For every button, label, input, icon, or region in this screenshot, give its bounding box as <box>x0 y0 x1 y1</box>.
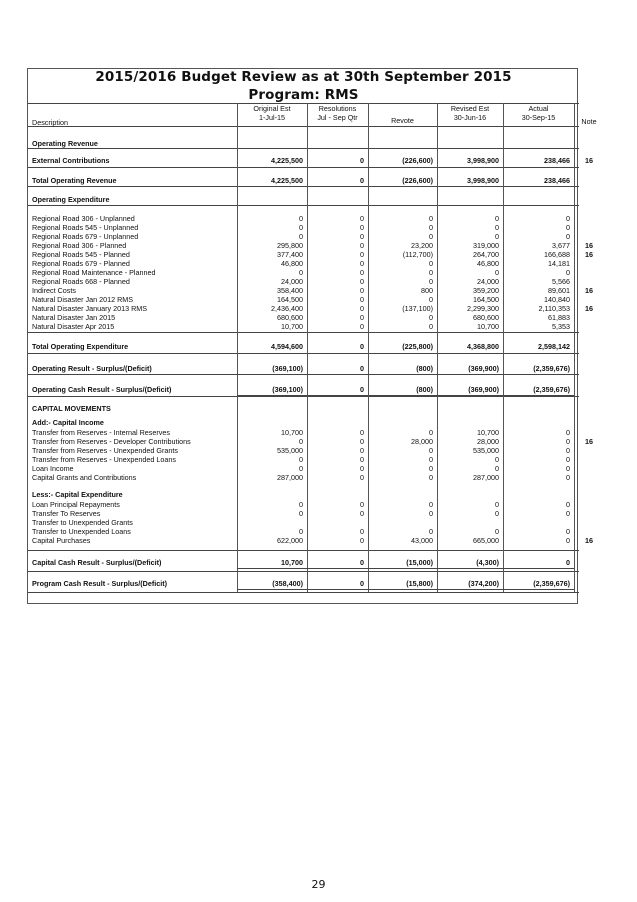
row-note: 16 <box>585 286 593 295</box>
row-value: 10,700 <box>281 558 303 567</box>
row-value: 23,200 <box>411 241 433 250</box>
row-value: 0 <box>360 428 364 437</box>
row-label: Transfer from Reserves - Unexpended Grants <box>32 446 178 455</box>
row-value: 0 <box>299 223 303 232</box>
row-value: 0 <box>495 509 499 518</box>
row-label: Program Cash Result - Surplus/(Deficit) <box>32 579 167 588</box>
row-value: 0 <box>299 455 303 464</box>
row-label: Transfer from Reserves - Unexpended Loans <box>32 455 176 464</box>
header-revised-date: 30-Jun-16 <box>453 113 487 122</box>
row-value: 238,466 <box>544 176 570 185</box>
row-label: Add:- Capital Income <box>32 418 104 427</box>
row-value: 10,700 <box>477 322 499 331</box>
row-value: 0 <box>566 232 570 241</box>
header-revote: Revote <box>391 116 414 125</box>
row-note: 16 <box>585 241 593 250</box>
header-note: Note <box>581 117 597 126</box>
row-value: 5,566 <box>552 277 570 286</box>
row-label: Regional Road Maintenance - Planned <box>32 268 156 277</box>
row-label: Total Operating Expenditure <box>32 342 129 351</box>
underline <box>237 395 574 396</box>
row-label: Total Operating Revenue <box>32 176 117 185</box>
row-label: Natural Disaster Jan 2012 RMS <box>32 295 134 304</box>
row-value: 0 <box>495 268 499 277</box>
row-value: 0 <box>566 536 570 545</box>
row-value: 0 <box>360 446 364 455</box>
row-value: (2,359,676) <box>533 364 570 373</box>
row-value: 0 <box>360 455 364 464</box>
header-revised-est: Revised Est <box>450 104 490 113</box>
row-value: 166,688 <box>544 250 570 259</box>
row-value: 164,500 <box>473 295 499 304</box>
row-value: 164,500 <box>277 295 303 304</box>
section-rule <box>28 550 579 551</box>
row-value: (369,100) <box>272 385 303 394</box>
row-value: 0 <box>429 473 433 482</box>
row-value: 0 <box>360 322 364 331</box>
row-value: 2,436,400 <box>271 304 303 313</box>
row-value: 0 <box>566 223 570 232</box>
row-value: 0 <box>360 214 364 223</box>
row-value: 0 <box>360 509 364 518</box>
row-value: 0 <box>495 455 499 464</box>
row-value: 0 <box>566 558 570 567</box>
row-value: (226,600) <box>402 176 433 185</box>
row-value: 5,353 <box>552 322 570 331</box>
row-label: Capital Grants and Contributions <box>32 473 137 482</box>
row-value: 0 <box>360 277 364 286</box>
row-value: 2,299,300 <box>467 304 499 313</box>
row-value: 0 <box>566 455 570 464</box>
row-value: 0 <box>566 509 570 518</box>
row-value: 800 <box>421 286 433 295</box>
row-value: 4,225,500 <box>271 156 303 165</box>
row-value: (225,800) <box>402 342 433 351</box>
row-value: 377,400 <box>277 250 303 259</box>
row-value: 0 <box>360 558 364 567</box>
row-label: Transfer To Reserves <box>32 509 101 518</box>
row-label: Transfer to Unexpended Loans <box>32 527 131 536</box>
column-divider <box>574 396 575 592</box>
row-label: Less:- Capital Expenditure <box>32 490 123 499</box>
row-value: 535,000 <box>277 446 303 455</box>
row-value: 0 <box>299 268 303 277</box>
budget-table <box>27 68 597 604</box>
row-value: 2,110,353 <box>538 304 570 313</box>
row-value: 264,700 <box>473 250 499 259</box>
row-value: 0 <box>429 446 433 455</box>
row-value: 680,600 <box>277 313 303 322</box>
row-label: Regional Road 306 - Planned <box>32 241 127 250</box>
row-label: Capital Cash Result - Surplus/(Deficit) <box>32 558 162 567</box>
row-label: Transfer from Reserves - Developer Contributions <box>32 437 191 446</box>
row-value: 622,000 <box>277 536 303 545</box>
row-value: 0 <box>566 446 570 455</box>
row-value: 0 <box>429 259 433 268</box>
row-value: (369,100) <box>272 364 303 373</box>
row-value: 61,883 <box>548 313 570 322</box>
row-label: Operating Expenditure <box>32 195 110 204</box>
row-value: (226,600) <box>402 156 433 165</box>
row-label: Loan Income <box>32 464 74 473</box>
row-value: 4,225,500 <box>271 176 303 185</box>
row-value: 0 <box>495 500 499 509</box>
row-value: 46,800 <box>281 259 303 268</box>
row-value: 0 <box>429 500 433 509</box>
column-divider <box>574 126 575 396</box>
row-value: 0 <box>495 464 499 473</box>
row-value: 0 <box>429 428 433 437</box>
row-value: 0 <box>566 527 570 536</box>
row-value: 0 <box>360 527 364 536</box>
row-value: 0 <box>299 527 303 536</box>
row-value: 0 <box>566 428 570 437</box>
section-rule <box>28 148 579 149</box>
row-value: 10,700 <box>281 322 303 331</box>
row-label: Regional Roads 545 - Planned <box>32 250 130 259</box>
section-rule <box>28 592 579 593</box>
row-value: (2,359,676) <box>533 385 570 394</box>
row-note: 16 <box>585 437 593 446</box>
row-value: 0 <box>360 250 364 259</box>
row-label: Natural Disaster January 2013 RMS <box>32 304 148 313</box>
header-actual-date: 30-Sep-15 <box>521 113 556 122</box>
row-value: 0 <box>299 232 303 241</box>
row-label: Transfer from Reserves - Internal Reserves <box>32 428 170 437</box>
underline <box>237 589 574 590</box>
row-value: 358,400 <box>277 286 303 295</box>
row-value: 0 <box>360 176 364 185</box>
program-title: Program: RMS <box>248 87 359 103</box>
row-value: 0 <box>429 322 433 331</box>
underline <box>237 374 574 375</box>
row-value: 287,000 <box>473 473 499 482</box>
section-rule <box>28 167 579 168</box>
row-value: 0 <box>360 313 364 322</box>
row-value: 0 <box>360 500 364 509</box>
row-value: 0 <box>299 500 303 509</box>
row-label: Operating Revenue <box>32 139 98 148</box>
row-value: 0 <box>429 313 433 322</box>
row-value: 0 <box>360 364 364 373</box>
row-value: 0 <box>360 295 364 304</box>
row-value: (374,200) <box>468 579 499 588</box>
row-value: 0 <box>360 223 364 232</box>
row-value: 2,598,142 <box>538 342 570 351</box>
row-value: 0 <box>429 277 433 286</box>
row-value: 0 <box>429 295 433 304</box>
row-value: 0 <box>360 473 364 482</box>
row-value: 0 <box>495 527 499 536</box>
row-label: Regional Road 306 - Unplanned <box>32 214 135 223</box>
row-value: 43,000 <box>411 536 433 545</box>
row-value: 0 <box>566 473 570 482</box>
row-value: 0 <box>360 464 364 473</box>
row-value: 0 <box>429 214 433 223</box>
row-value: 14,181 <box>548 259 570 268</box>
row-label: Regional Roads 679 - Unplanned <box>32 232 139 241</box>
row-value: 3,998,900 <box>467 156 499 165</box>
row-value: 0 <box>360 385 364 394</box>
row-note: 16 <box>585 156 593 165</box>
section-rule <box>28 396 579 397</box>
row-value: 238,466 <box>544 156 570 165</box>
row-value: 0 <box>360 241 364 250</box>
row-value: 0 <box>360 342 364 351</box>
row-value: 287,000 <box>277 473 303 482</box>
row-value: 0 <box>566 214 570 223</box>
row-value: 28,000 <box>411 437 433 446</box>
row-value: (358,400) <box>272 579 303 588</box>
report-title: 2015/2016 Budget Review as at 30th September 2015 <box>95 69 512 85</box>
row-value: 0 <box>360 304 364 313</box>
row-value: 0 <box>429 268 433 277</box>
row-value: 535,000 <box>473 446 499 455</box>
row-value: 0 <box>360 268 364 277</box>
header-actual: Actual <box>528 104 549 113</box>
underline <box>237 568 574 569</box>
row-value: 3,998,900 <box>467 176 499 185</box>
row-value: 0 <box>429 223 433 232</box>
row-value: (2,359,676) <box>533 579 570 588</box>
section-rule <box>28 571 579 572</box>
row-label: Regional Roads 668 - Planned <box>32 277 130 286</box>
row-value: 24,000 <box>477 277 499 286</box>
row-value: 0 <box>429 509 433 518</box>
header-original-date: 1-Jul-15 <box>259 113 285 122</box>
row-value: 319,000 <box>473 241 499 250</box>
row-value: 10,700 <box>281 428 303 437</box>
row-value: 4,594,600 <box>271 342 303 351</box>
row-value: 0 <box>429 527 433 536</box>
row-value: (112,700) <box>402 250 433 259</box>
row-value: (4,300) <box>476 558 499 567</box>
row-value: 680,600 <box>473 313 499 322</box>
section-rule <box>28 332 579 333</box>
row-value: (137,100) <box>402 304 433 313</box>
row-label: Loan Principal Repayments <box>32 500 120 509</box>
row-value: 89,601 <box>548 286 570 295</box>
row-label: CAPITAL MOVEMENTS <box>32 404 111 413</box>
row-value: 0 <box>360 286 364 295</box>
row-value: 0 <box>429 232 433 241</box>
row-value: 0 <box>360 156 364 165</box>
row-value: 4,368,800 <box>467 342 499 351</box>
row-value: 0 <box>299 464 303 473</box>
row-value: (369,900) <box>468 385 499 394</box>
row-label: Regional Roads 679 - Planned <box>32 259 130 268</box>
row-value: 0 <box>299 214 303 223</box>
row-note: 16 <box>585 536 593 545</box>
row-value: 295,800 <box>277 241 303 250</box>
row-value: 0 <box>495 232 499 241</box>
section-rule <box>28 205 579 206</box>
row-value: 0 <box>429 464 433 473</box>
row-value: 0 <box>566 268 570 277</box>
row-value: 0 <box>360 232 364 241</box>
row-value: (800) <box>416 385 433 394</box>
row-value: 0 <box>360 536 364 545</box>
row-value: (15,800) <box>406 579 433 588</box>
row-label: Natural Disaster Jan 2015 <box>32 313 116 322</box>
row-value: 0 <box>566 464 570 473</box>
row-value: 0 <box>566 500 570 509</box>
row-note: 16 <box>585 250 593 259</box>
row-value: 10,700 <box>477 428 499 437</box>
row-value: 0 <box>360 259 364 268</box>
row-value: 3,677 <box>552 241 570 250</box>
row-value: (369,900) <box>468 364 499 373</box>
row-value: 0 <box>360 437 364 446</box>
header-resolutions: Resolutions <box>318 104 357 113</box>
row-value: 0 <box>360 579 364 588</box>
page-number: 29 <box>311 878 326 891</box>
row-value: 0 <box>495 214 499 223</box>
row-label: Operating Result - Surplus/(Deficit) <box>32 364 152 373</box>
row-value: 24,000 <box>281 277 303 286</box>
row-note: 16 <box>585 304 593 313</box>
header-original-est: Original Est <box>253 104 291 113</box>
section-rule <box>28 186 579 187</box>
row-value: (800) <box>416 364 433 373</box>
row-value: 46,800 <box>477 259 499 268</box>
row-value: 0 <box>299 437 303 446</box>
row-label: Operating Cash Result - Surplus/(Deficit) <box>32 385 172 394</box>
row-label: Natural Disaster Apr 2015 <box>32 322 115 331</box>
header-description: Description <box>32 118 68 127</box>
row-value: 0 <box>299 509 303 518</box>
row-value: 0 <box>495 223 499 232</box>
row-value: 28,000 <box>477 437 499 446</box>
row-label: External Contributions <box>32 156 110 165</box>
row-value: 0 <box>429 455 433 464</box>
row-value: 359,200 <box>473 286 499 295</box>
row-value: 140,840 <box>544 295 570 304</box>
section-rule <box>28 353 579 354</box>
row-value: 665,000 <box>473 536 499 545</box>
row-label: Capital Purchases <box>32 536 91 545</box>
header-resolutions-period: Jul - Sep Qtr <box>317 113 358 122</box>
row-value: (15,000) <box>406 558 433 567</box>
row-label: Indirect Costs <box>32 286 76 295</box>
row-label: Transfer to Unexpended Grants <box>32 518 133 527</box>
row-value: 0 <box>566 437 570 446</box>
row-label: Regional Roads 545 - Unplanned <box>32 223 139 232</box>
